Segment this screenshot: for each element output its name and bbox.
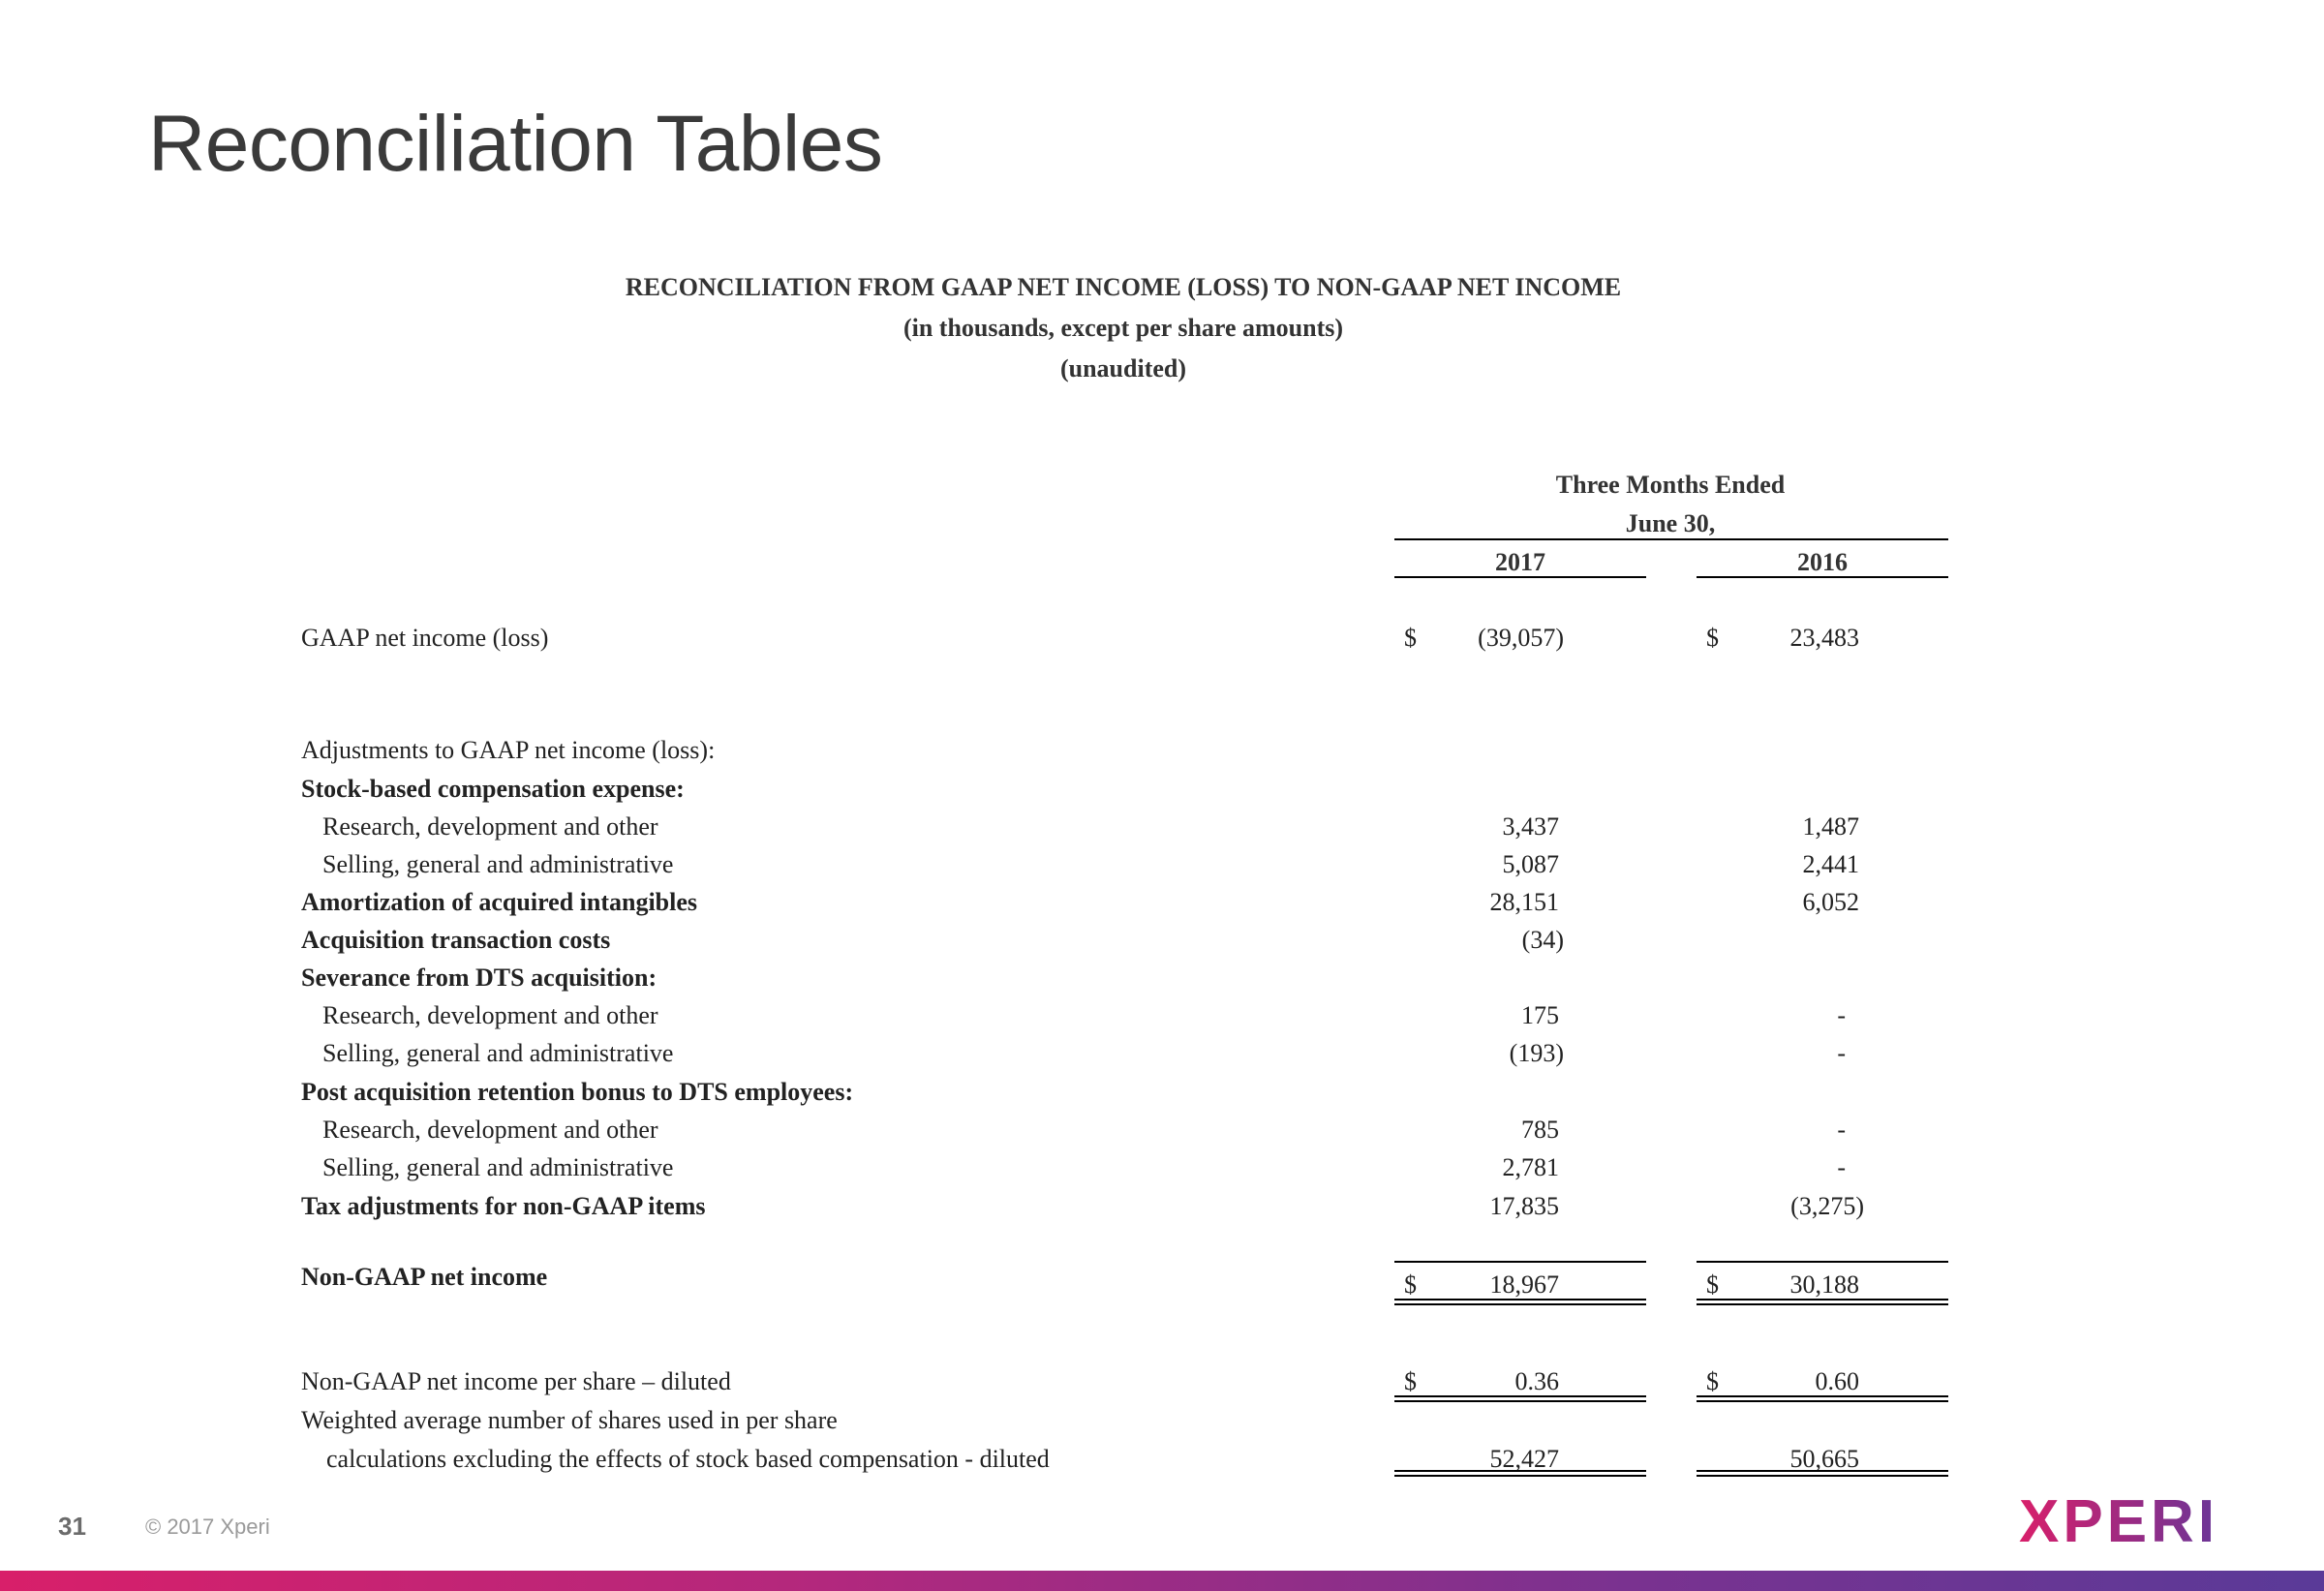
value-2016: (3,275) [1790,1192,1864,1220]
currency-symbol: $ [1706,624,1719,652]
shares-double-rule-2017 [1394,1470,1646,1477]
row-label: Selling, general and administrative [322,850,674,878]
copyright-notice: © 2017 Xperi [145,1515,270,1539]
value-2016: 0.60 [1815,1367,1859,1395]
per-share-double-rule-2016 [1697,1395,1948,1402]
value-2017: 5,087 [1502,850,1559,878]
value-2017: 785 [1521,1116,1559,1144]
value-2016: - [1837,1039,1846,1067]
value-2017: 3,437 [1502,812,1559,841]
value-2016: 2,441 [1802,850,1859,878]
value-2016: - [1837,1001,1846,1029]
value-2017: 18,967 [1489,1270,1559,1299]
period-header-date: June 30, [1625,509,1716,537]
column-rule-2016 [1697,576,1948,578]
currency-symbol: $ [1706,1367,1719,1395]
value-2016: 1,487 [1802,812,1859,841]
audit-note: (unaudited) [1059,354,1187,382]
row-label: calculations excluding the effects of stock based compensation - diluted [326,1445,1050,1473]
row-label: Adjustments to GAAP net income (loss): [301,736,716,764]
row-label: Weighted average number of shares used in per share [301,1406,838,1434]
row-label: Acquisition transaction costs [301,926,611,954]
row-label: Selling, general and administrative [322,1039,674,1067]
total-double-rule-2016 [1697,1299,1948,1305]
row-label: Tax adjustments for non-GAAP items [301,1192,706,1220]
table-heading: RECONCILIATION FROM GAAP NET INCOME (LOSS) TO NON-GAAP NET INCOME [625,273,1622,301]
currency-symbol: $ [1404,1270,1417,1299]
slide-title: Reconciliation Tables [148,100,883,188]
table-subheading: (in thousands, except per share amounts) [902,314,1344,342]
value-2017: 0.36 [1514,1367,1559,1395]
value-2016: 50,665 [1789,1445,1859,1473]
value-2017: (39,057) [1478,624,1564,652]
value-2017: 175 [1521,1001,1559,1029]
value-2017: (34) [1521,926,1564,954]
row-label: GAAP net income (loss) [301,624,549,652]
value-2017: 2,781 [1502,1153,1559,1181]
xperi-logo [2019,1491,2280,1549]
value-2017: 28,151 [1489,888,1559,916]
header-rule [1394,538,1948,540]
column-rule-2017 [1394,576,1646,578]
logo-text: XPERI [2019,1491,2219,1549]
row-label: Research, development and other [322,1116,658,1144]
value-2017: (193) [1509,1039,1564,1067]
value-2016: 30,188 [1789,1270,1859,1299]
row-label: Post acquisition retention bonus to DTS employees: [301,1078,854,1106]
value-2016: 23,483 [1789,624,1859,652]
row-label: Research, development and other [322,1001,658,1029]
row-label: Selling, general and administrative [322,1153,674,1181]
period-header: Three Months Ended [1555,471,1786,499]
subtotal-rule-2016 [1697,1261,1948,1263]
shares-double-rule-2016 [1697,1470,1948,1477]
value-2016: - [1837,1116,1846,1144]
row-label: Severance from DTS acquisition: [301,964,657,992]
row-label: Stock-based compensation expense: [301,775,685,803]
page-number: 31 [58,1512,86,1541]
column-header-2017: 2017 [1495,548,1545,576]
currency-symbol: $ [1404,624,1417,652]
column-header-2016: 2016 [1797,548,1848,576]
row-label: Amortization of acquired intangibles [301,888,698,916]
brand-footer-bar [0,1571,2324,1591]
total-double-rule-2017 [1394,1299,1646,1305]
per-share-double-rule-2017 [1394,1395,1646,1402]
value-2016: - [1837,1153,1846,1181]
row-label: Non-GAAP net income per share – diluted [301,1367,731,1395]
currency-symbol: $ [1404,1367,1417,1395]
currency-symbol: $ [1706,1270,1719,1299]
subtotal-rule-2017 [1394,1261,1646,1263]
row-label: Research, development and other [322,812,658,841]
value-2016: 6,052 [1802,888,1859,916]
row-label: Non-GAAP net income [301,1263,548,1291]
value-2017: 17,835 [1489,1192,1559,1220]
value-2017: 52,427 [1489,1445,1559,1473]
